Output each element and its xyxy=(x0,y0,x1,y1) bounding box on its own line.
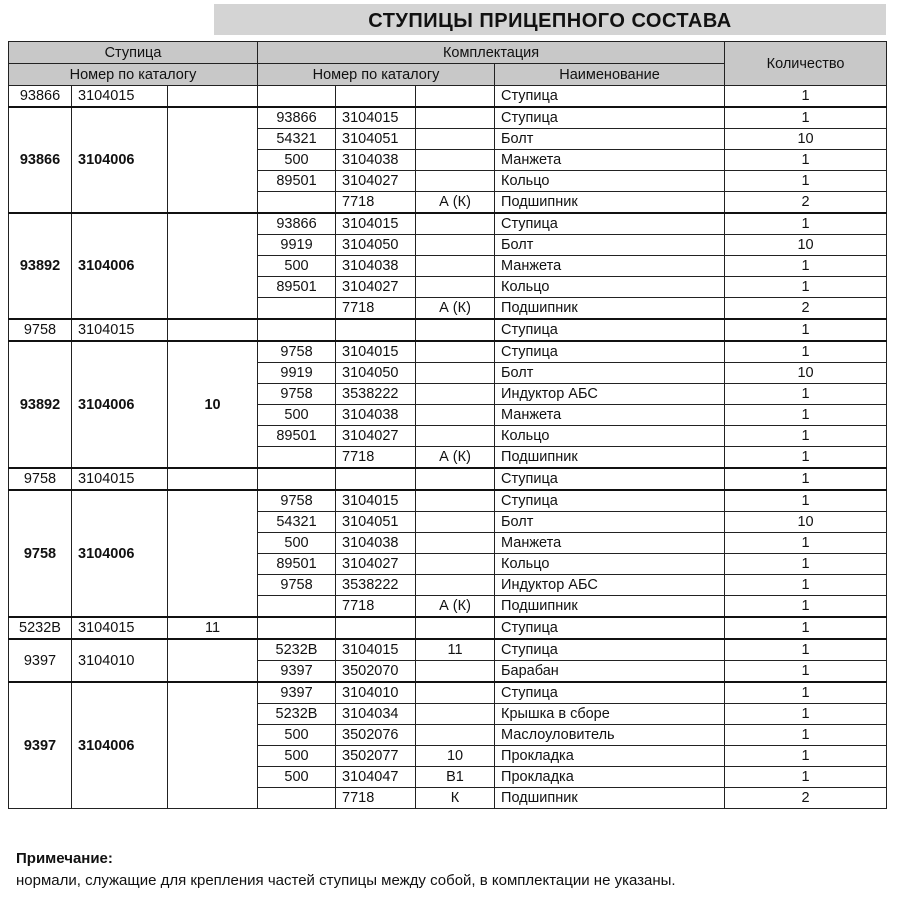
kit-catalog-cell: 3104050 xyxy=(336,235,416,256)
part-name-cell: Ступица xyxy=(495,617,725,639)
hub-header: Ступица xyxy=(9,42,258,64)
kit-variant-cell xyxy=(416,363,495,384)
qty-cell: 2 xyxy=(725,192,887,214)
qty-cell: 1 xyxy=(725,384,887,405)
part-name-cell: Кольцо xyxy=(495,554,725,575)
part-name-cell: Болт xyxy=(495,235,725,256)
hub-number-cell: 9758 xyxy=(9,468,72,490)
qty-cell: 1 xyxy=(725,661,887,683)
kit-catalog-cell: 3104047 xyxy=(336,767,416,788)
hub-catalog-cell: 3104010 xyxy=(72,639,168,682)
kit-catalog-cell: 3538222 xyxy=(336,384,416,405)
part-name-cell: Ступица xyxy=(495,682,725,704)
kit-variant-cell xyxy=(416,682,495,704)
kit-variant-cell xyxy=(416,661,495,683)
qty-cell: 1 xyxy=(725,150,887,171)
qty-cell: 1 xyxy=(725,468,887,490)
part-name-cell: Ступица xyxy=(495,639,725,661)
kit-catalog-cell: 3104038 xyxy=(336,150,416,171)
hub-variant-cell xyxy=(168,86,258,108)
qty-cell: 2 xyxy=(725,298,887,320)
kit-catalog-cell: 7718 xyxy=(336,447,416,469)
kit-variant-cell xyxy=(416,256,495,277)
table-row xyxy=(9,213,887,235)
part-name-cell: Ступица xyxy=(495,213,725,235)
part-name-cell: Ступица xyxy=(495,86,725,108)
qty-cell: 10 xyxy=(725,235,887,256)
kit-catalog-cell: 3104034 xyxy=(336,704,416,725)
kit-number-cell: 9758 xyxy=(258,575,336,596)
hub-number-cell: 9397 xyxy=(9,639,72,682)
part-name-cell: Манжета xyxy=(495,405,725,426)
kit-catalog-cell: 3502077 xyxy=(336,746,416,767)
kit-number-cell: 9758 xyxy=(258,341,336,363)
table-row xyxy=(9,319,887,341)
kit-number-cell xyxy=(258,447,336,469)
kit-variant-cell xyxy=(416,86,495,108)
table-row xyxy=(9,639,887,661)
kit-variant-cell xyxy=(416,617,495,639)
hub-number-cell: 9758 xyxy=(9,490,72,617)
kit-variant-cell: А (К) xyxy=(416,192,495,214)
kit-number-cell: 500 xyxy=(258,405,336,426)
table-row xyxy=(9,107,887,129)
kit-number-cell: 500 xyxy=(258,256,336,277)
kit-number-cell xyxy=(258,788,336,809)
kit-catalog-cell: 3104015 xyxy=(336,639,416,661)
kit-catalog-cell: 3104038 xyxy=(336,405,416,426)
kit-variant-cell: А (К) xyxy=(416,298,495,320)
qty-cell: 1 xyxy=(725,86,887,108)
kit-catalog-cell: 3104015 xyxy=(336,213,416,235)
kit-number-cell: 9919 xyxy=(258,363,336,384)
kit-variant-cell: К xyxy=(416,788,495,809)
kit-variant-cell xyxy=(416,426,495,447)
note-heading: Примечание: xyxy=(16,850,113,867)
part-name-cell: Индуктор АБС xyxy=(495,575,725,596)
kit-variant-cell xyxy=(416,150,495,171)
hub-number-cell: 9397 xyxy=(9,682,72,809)
part-name-cell: Ступица xyxy=(495,107,725,129)
hub-variant-cell xyxy=(168,639,258,682)
kit-catalog-cell: 3104038 xyxy=(336,533,416,554)
kit-catalog-header: Номер по каталогу xyxy=(258,64,495,86)
kit-catalog-cell: 3502076 xyxy=(336,725,416,746)
kit-number-cell xyxy=(258,596,336,618)
part-name-cell: Подшипник xyxy=(495,596,725,618)
kit-number-cell: 9758 xyxy=(258,490,336,512)
kit-number-cell: 9758 xyxy=(258,384,336,405)
part-name-cell: Ступица xyxy=(495,490,725,512)
hub-variant-cell xyxy=(168,107,258,213)
qty-cell: 1 xyxy=(725,277,887,298)
part-name-cell: Барабан xyxy=(495,661,725,683)
hubs-table xyxy=(8,41,887,809)
kit-number-cell: 89501 xyxy=(258,554,336,575)
qty-cell: 1 xyxy=(725,554,887,575)
kit-catalog-cell: 3104027 xyxy=(336,171,416,192)
hub-catalog-header: Номер по каталогу xyxy=(9,64,258,86)
part-name-cell: Крышка в сборе xyxy=(495,704,725,725)
kit-number-cell: 5232В xyxy=(258,704,336,725)
qty-cell: 1 xyxy=(725,575,887,596)
kit-variant-cell xyxy=(416,384,495,405)
kit-variant-cell xyxy=(416,533,495,554)
qty-cell: 1 xyxy=(725,704,887,725)
qty-cell: 1 xyxy=(725,682,887,704)
kit-variant-cell xyxy=(416,725,495,746)
kit-catalog-cell: 7718 xyxy=(336,298,416,320)
part-name-cell: Прокладка xyxy=(495,746,725,767)
note-text: нормали, служащие для крепления частей ступицы между собой, в комплектации не указаны. xyxy=(16,872,676,889)
table-row xyxy=(9,341,887,363)
kit-number-cell xyxy=(258,319,336,341)
hub-catalog-cell: 3104006 xyxy=(72,682,168,809)
part-name-cell: Кольцо xyxy=(495,277,725,298)
qty-cell: 1 xyxy=(725,767,887,788)
table-row xyxy=(9,682,887,704)
part-name-cell: Кольцо xyxy=(495,171,725,192)
hub-catalog-cell: 3104006 xyxy=(72,341,168,468)
part-name-cell: Манжета xyxy=(495,533,725,554)
kit-number-cell: 500 xyxy=(258,746,336,767)
kit-catalog-cell: 3104015 xyxy=(336,490,416,512)
hub-catalog-cell: 3104015 xyxy=(72,617,168,639)
kit-variant-cell xyxy=(416,554,495,575)
qty-cell: 1 xyxy=(725,725,887,746)
part-name-cell: Ступица xyxy=(495,341,725,363)
part-name-cell: Болт xyxy=(495,512,725,533)
kit-number-cell xyxy=(258,192,336,214)
kit-variant-cell xyxy=(416,171,495,192)
table-row xyxy=(9,490,887,512)
part-name-cell: Подшипник xyxy=(495,298,725,320)
kit-variant-cell xyxy=(416,490,495,512)
kit-catalog-cell: 3104050 xyxy=(336,363,416,384)
qty-cell: 10 xyxy=(725,512,887,533)
kit-variant-cell xyxy=(416,468,495,490)
hub-variant-cell: 10 xyxy=(168,341,258,468)
qty-cell: 2 xyxy=(725,788,887,809)
part-name-cell: Индуктор АБС xyxy=(495,384,725,405)
kit-number-cell: 9397 xyxy=(258,661,336,683)
kit-number-cell: 54321 xyxy=(258,512,336,533)
kit-variant-cell xyxy=(416,341,495,363)
qty-cell: 1 xyxy=(725,746,887,767)
kit-variant-cell: А (К) xyxy=(416,596,495,618)
qty-cell: 1 xyxy=(725,341,887,363)
kit-number-cell: 54321 xyxy=(258,129,336,150)
kit-catalog-cell: 3104027 xyxy=(336,277,416,298)
kit-catalog-cell: 3104027 xyxy=(336,554,416,575)
kit-variant-cell xyxy=(416,319,495,341)
part-name-cell: Болт xyxy=(495,129,725,150)
kit-variant-cell xyxy=(416,213,495,235)
hub-number-cell: 9758 xyxy=(9,319,72,341)
part-name-cell: Подшипник xyxy=(495,447,725,469)
kit-variant-cell: 10 xyxy=(416,746,495,767)
part-name-cell: Подшипник xyxy=(495,788,725,809)
part-name-cell: Маслоуловитель xyxy=(495,725,725,746)
kit-catalog-cell: 3538222 xyxy=(336,575,416,596)
qty-cell: 1 xyxy=(725,596,887,618)
hub-catalog-cell: 3104015 xyxy=(72,86,168,108)
hub-number-cell: 5232В xyxy=(9,617,72,639)
kit-catalog-cell: 7718 xyxy=(336,788,416,809)
part-name-cell: Болт xyxy=(495,363,725,384)
qty-cell: 1 xyxy=(725,256,887,277)
hub-catalog-cell: 3104015 xyxy=(72,319,168,341)
kit-catalog-cell: 3104010 xyxy=(336,682,416,704)
hub-catalog-cell: 3104015 xyxy=(72,468,168,490)
kit-catalog-cell: 7718 xyxy=(336,192,416,214)
kit-variant-cell xyxy=(416,277,495,298)
part-name-cell: Кольцо xyxy=(495,426,725,447)
kit-variant-cell: А (К) xyxy=(416,447,495,469)
kit-number-cell: 5232В xyxy=(258,639,336,661)
kit-variant-cell xyxy=(416,107,495,129)
kit-number-cell xyxy=(258,468,336,490)
qty-cell: 1 xyxy=(725,490,887,512)
hub-variant-cell xyxy=(168,682,258,809)
kit-number-cell: 93866 xyxy=(258,213,336,235)
qty-cell: 1 xyxy=(725,213,887,235)
kit-number-cell xyxy=(258,86,336,108)
hub-catalog-cell: 3104006 xyxy=(72,107,168,213)
hub-number-cell: 93892 xyxy=(9,213,72,319)
table-body xyxy=(9,86,887,809)
kit-catalog-cell: 3104051 xyxy=(336,129,416,150)
qty-cell: 1 xyxy=(725,533,887,554)
kit-number-cell xyxy=(258,617,336,639)
hub-variant-cell xyxy=(168,490,258,617)
kit-number-cell: 500 xyxy=(258,150,336,171)
hub-variant-cell xyxy=(168,319,258,341)
kit-variant-cell xyxy=(416,704,495,725)
kit-number-cell: 89501 xyxy=(258,171,336,192)
qty-cell: 1 xyxy=(725,171,887,192)
kit-catalog-cell: 3502070 xyxy=(336,661,416,683)
qty-header: Количество xyxy=(725,42,887,86)
hub-catalog-cell: 3104006 xyxy=(72,213,168,319)
kit-variant-cell: 11 xyxy=(416,639,495,661)
qty-cell: 1 xyxy=(725,405,887,426)
qty-cell: 1 xyxy=(725,319,887,341)
kit-number-cell: 9397 xyxy=(258,682,336,704)
qty-cell: 10 xyxy=(725,129,887,150)
kit-header: Комплектация xyxy=(258,42,725,64)
kit-number-cell: 89501 xyxy=(258,426,336,447)
kit-catalog-cell xyxy=(336,617,416,639)
hub-variant-cell xyxy=(168,213,258,319)
hub-number-cell: 93866 xyxy=(9,86,72,108)
kit-number-cell: 9919 xyxy=(258,235,336,256)
kit-number-cell xyxy=(258,298,336,320)
page-title: СТУПИЦЫ ПРИЦЕПНОГО СОСТАВА xyxy=(368,10,732,32)
table-row xyxy=(9,617,887,639)
kit-number-cell: 89501 xyxy=(258,277,336,298)
hub-number-cell: 93866 xyxy=(9,107,72,213)
kit-catalog-cell xyxy=(336,86,416,108)
qty-cell: 1 xyxy=(725,426,887,447)
qty-cell: 1 xyxy=(725,447,887,469)
kit-catalog-cell: 3104015 xyxy=(336,107,416,129)
qty-cell: 1 xyxy=(725,107,887,129)
part-name-cell: Подшипник xyxy=(495,192,725,214)
hub-catalog-cell: 3104006 xyxy=(72,490,168,617)
part-name-cell: Ступица xyxy=(495,468,725,490)
kit-catalog-cell: 3104051 xyxy=(336,512,416,533)
hub-number-cell: 93892 xyxy=(9,341,72,468)
kit-catalog-cell: 7718 xyxy=(336,596,416,618)
kit-variant-cell xyxy=(416,575,495,596)
kit-variant-cell xyxy=(416,405,495,426)
kit-catalog-cell: 3104038 xyxy=(336,256,416,277)
kit-variant-cell xyxy=(416,129,495,150)
part-name-cell: Манжета xyxy=(495,150,725,171)
kit-variant-cell xyxy=(416,512,495,533)
table-row xyxy=(9,468,887,490)
kit-number-cell: 500 xyxy=(258,767,336,788)
kit-catalog-cell: 3104015 xyxy=(336,341,416,363)
qty-cell: 1 xyxy=(725,617,887,639)
kit-number-cell: 500 xyxy=(258,533,336,554)
name-header: Наименование xyxy=(495,64,725,86)
hub-variant-cell: 11 xyxy=(168,617,258,639)
kit-variant-cell: В1 xyxy=(416,767,495,788)
part-name-cell: Ступица xyxy=(495,319,725,341)
qty-cell: 10 xyxy=(725,363,887,384)
kit-catalog-cell xyxy=(336,468,416,490)
kit-catalog-cell xyxy=(336,319,416,341)
kit-variant-cell xyxy=(416,235,495,256)
part-name-cell: Манжета xyxy=(495,256,725,277)
kit-catalog-cell: 3104027 xyxy=(336,426,416,447)
kit-number-cell: 500 xyxy=(258,725,336,746)
part-name-cell: Прокладка xyxy=(495,767,725,788)
hub-variant-cell xyxy=(168,468,258,490)
kit-number-cell: 93866 xyxy=(258,107,336,129)
qty-cell: 1 xyxy=(725,639,887,661)
table-row xyxy=(9,86,887,108)
